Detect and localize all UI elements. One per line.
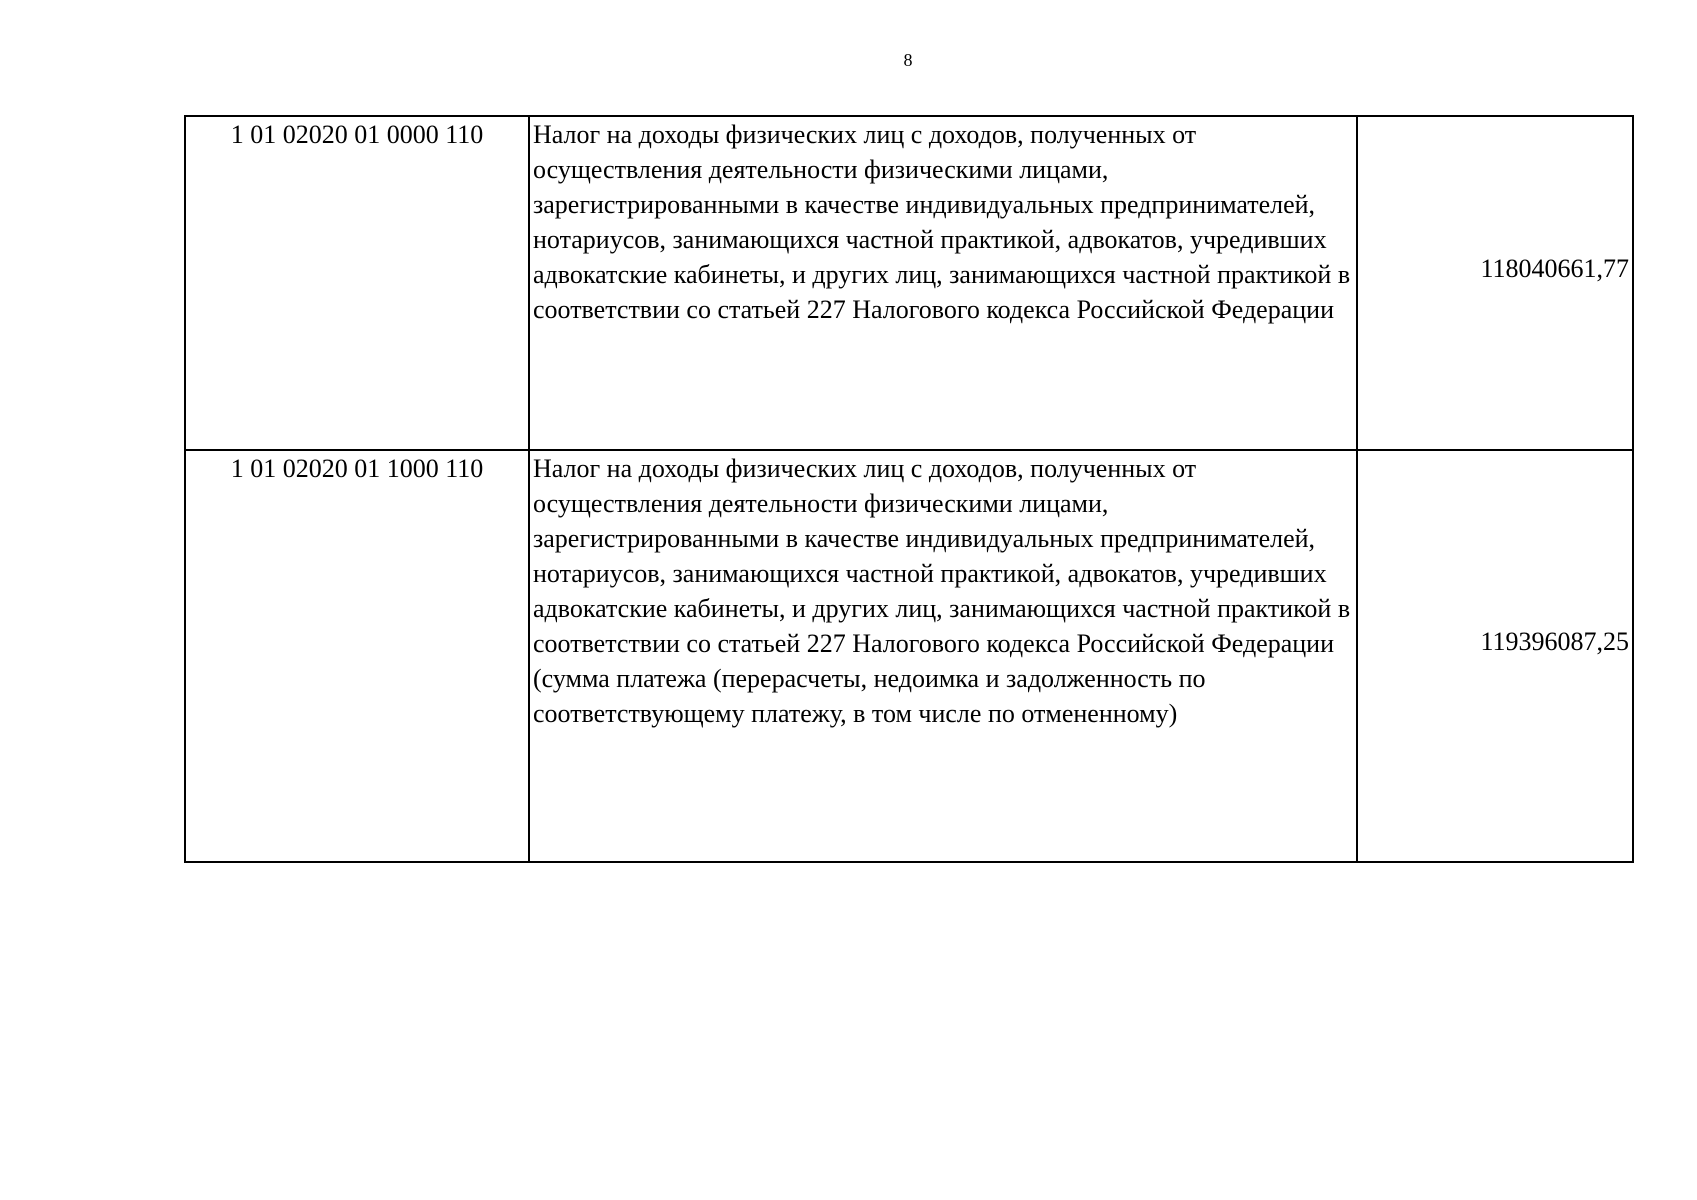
revenue-description: Налог на доходы физических лиц с доходов, полученных от осуществления деятельности физическими лицами, зарегистрированными в качестве индивидуальных предпринимателей, нотариусов, занимающихся частной практикой, адвокатов, учредивших адвокатские кабинеты, и других лиц, занимающихся частной практикой в соответствии со статьей 227 Налогового кодекса Российской Федерации (сумма платежа (перерасчеты, недоимка и задолженность по соответствующему платежу, в том числе по отмененному) [529,450,1357,862]
revenue-description: Налог на доходы физических лиц с доходов, полученных от осуществления деятельности физическими лицами, зарегистрированными в качестве индивидуальных предпринимателей, нотариусов, занимающихся частной практикой, адвокатов, учредивших адвокатские кабинеты, и других лиц, занимающихся частной практикой в соответствии со статьей 227 Налогового кодекса Российской Федерации [529,116,1357,450]
table-row [185,116,1633,450]
page-number: 8 [903,50,913,70]
table-row [185,450,1633,862]
revenue-amount: 119396087,25 [1357,450,1633,862]
budget-revenue-table [184,115,1634,863]
budget-classification-code: 1 01 02020 01 0000 110 [185,116,529,450]
revenue-amount: 118040661,77 [1357,116,1633,450]
budget-classification-code: 1 01 02020 01 1000 110 [185,450,529,862]
